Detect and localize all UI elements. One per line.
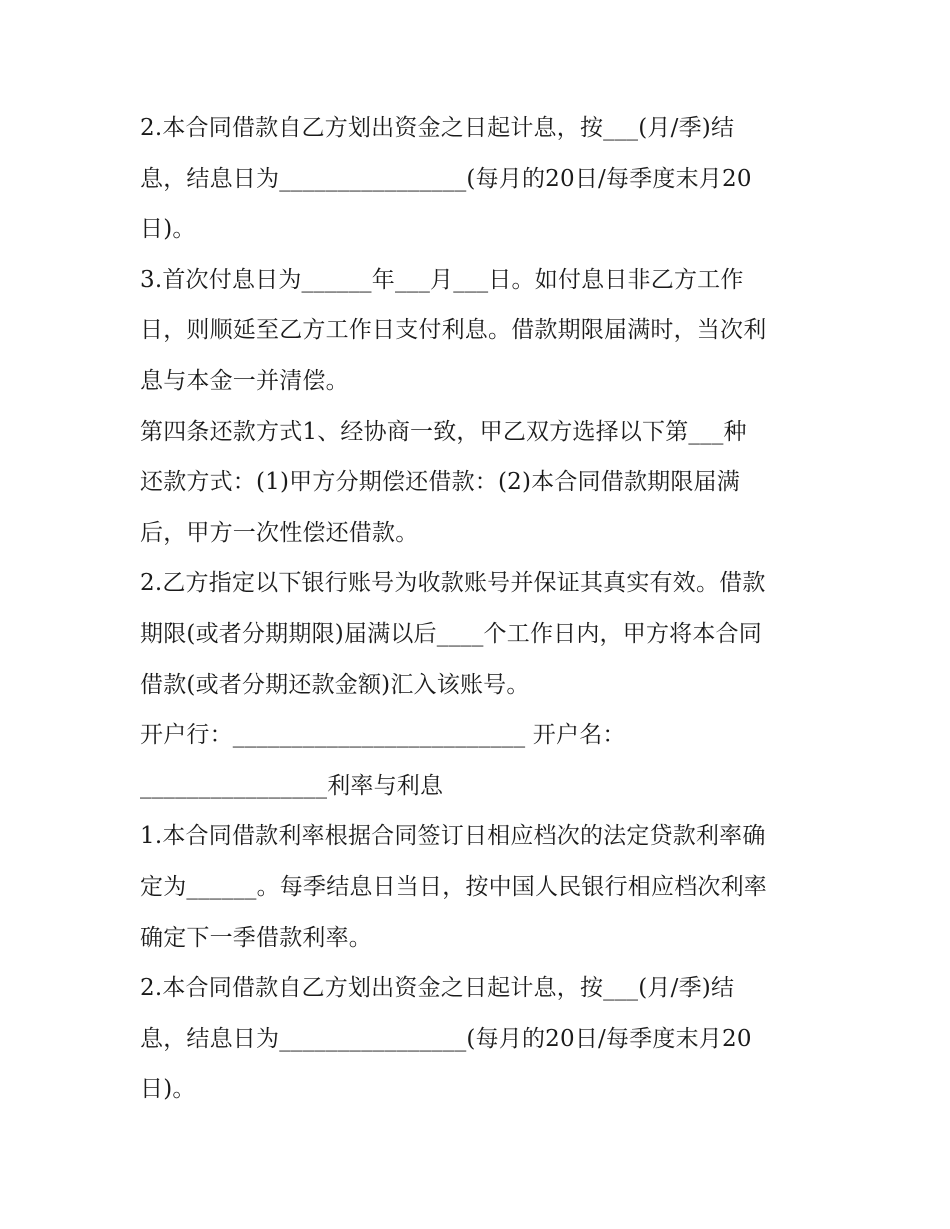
text-line: 1.本合同借款利率根据合同签订日相应档次的法定贷款利率确	[140, 823, 766, 850]
text-line: 开户行：_________________________ 开户名：	[140, 722, 626, 749]
text-line: 还款方式：(1)甲方分期偿还借款：(2)本合同借款期限届满	[140, 469, 740, 496]
text-line: 日)。	[140, 1076, 196, 1103]
text-line: 定为______。每季结息日当日，按中国人民银行相应档次利率	[140, 873, 767, 900]
text-line: 息与本金一并清偿。	[140, 367, 349, 394]
text-line: 2.本合同借款自乙方划出资金之日起计息，按___(月/季)结	[140, 975, 735, 1002]
text-line: 期限(或者分期期限)届满以后____个工作日内，甲方将本合同	[140, 620, 762, 647]
text-line: 第四条还款方式1、经协商一致，甲乙双方选择以下第___种	[140, 418, 747, 445]
text-line: 息，结息日为________________(每月的20日/每季度末月20	[140, 165, 752, 192]
text-line: 2.乙方指定以下银行账号为收款账号并保证其真实有效。借款	[140, 570, 766, 597]
text-line: 息，结息日为________________(每月的20日/每季度末月20	[140, 1025, 752, 1052]
text-line: 日)。	[140, 216, 196, 243]
text-line: ________________利率与利息	[140, 772, 444, 799]
text-line: 确定下一季借款利率。	[140, 924, 372, 951]
text-line: 3.首次付息日为______年___月___日。如付息日非乙方工作	[140, 266, 744, 293]
text-line: 借款(或者分期还款金额)汇入该账号。	[140, 671, 530, 698]
text-line: 日，则顺延至乙方工作日支付利息。借款期限届满时，当次利	[140, 317, 767, 344]
text-line: 后，甲方一次性偿还借款。	[140, 519, 419, 546]
document-body	[140, 103, 820, 1115]
text-line: 2.本合同借款自乙方划出资金之日起计息，按___(月/季)结	[140, 115, 735, 141]
